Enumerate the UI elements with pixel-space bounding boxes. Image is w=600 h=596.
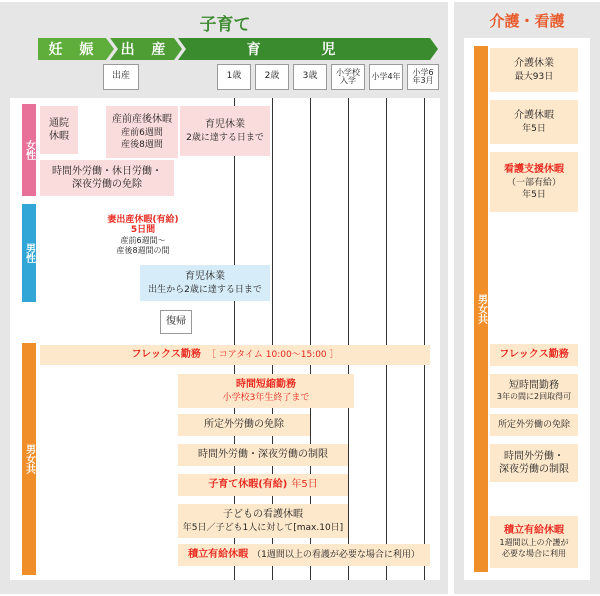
care-accum-title: 積立有給休暇 bbox=[504, 525, 564, 537]
line-elementary bbox=[348, 98, 349, 580]
short-time-title: 時間短縮勤務 bbox=[236, 379, 296, 391]
care-support-title: 看護支援休暇 bbox=[504, 164, 564, 176]
stage-childcare-label: 育 児 bbox=[246, 42, 364, 58]
care-title: 介護・看護 bbox=[489, 12, 565, 30]
male-childcare-sub: 出生から2歳に達する日まで bbox=[148, 284, 262, 295]
female-childcare-title: 育児休業 bbox=[205, 119, 245, 131]
clinic-leave-box bbox=[40, 106, 78, 154]
care-accum-box bbox=[490, 516, 578, 568]
flex-work-title: フレックス勤務 bbox=[131, 349, 201, 361]
flex-core-time: ［ コアタイム 10:00～15:00 ］ bbox=[206, 349, 339, 360]
care-short-title: 短時間勤務 bbox=[509, 379, 559, 391]
care-accum-sub1: 1週間以上の介護が bbox=[499, 537, 569, 547]
care-support-sub2: 年5日 bbox=[522, 189, 546, 200]
care-limit-box bbox=[490, 444, 578, 482]
accum-leave-sub: （1週間以上の看護が必要な場合に利用） bbox=[252, 549, 420, 560]
timeline-grade6-march: 小学6年3月 bbox=[407, 64, 439, 90]
child-leave-title: 子育て休暇(有給) bbox=[208, 479, 288, 491]
sick-child-leave-title: 子どもの看護休暇 bbox=[223, 509, 303, 521]
care-limit-line1: 時間外労働・ bbox=[504, 450, 564, 462]
female-exempt-box bbox=[40, 160, 174, 196]
care-short-sub: 3年の間に2回取得可 bbox=[496, 392, 572, 402]
timeline-grade4: 小学4年 bbox=[369, 64, 403, 90]
return-text: 復帰 bbox=[166, 316, 186, 328]
accum-leave-box bbox=[178, 544, 430, 566]
care-flex-text: フレックス勤務 bbox=[499, 349, 569, 361]
spouse-leave-days: 5日間 bbox=[130, 225, 156, 236]
care-overtime-exempt-text: 所定外労働の免除 bbox=[497, 419, 570, 430]
maternity-leave-title: 産前産後休暇 bbox=[112, 114, 172, 126]
timeline-age1: 1歳 bbox=[217, 64, 251, 90]
timeline-age3: 3歳 bbox=[293, 64, 327, 90]
overtime-limit-text: 時間外労働・深夜労働の制限 bbox=[198, 449, 328, 461]
return-box bbox=[160, 310, 192, 334]
care-accum-sub2: 必要な場合に利用 bbox=[502, 548, 566, 558]
flex-work-box bbox=[40, 345, 430, 365]
short-time-box bbox=[178, 374, 354, 408]
spouse-birth-leave-box bbox=[104, 206, 182, 264]
care-support-box bbox=[490, 152, 578, 212]
line-grade4 bbox=[386, 98, 387, 580]
female-childcare-leave-box bbox=[180, 106, 270, 156]
care-vacation-title: 介護休暇 bbox=[514, 110, 554, 122]
female-childcare-sub: 2歳に達する日まで bbox=[186, 132, 264, 143]
maternity-pre: 産前6週間 bbox=[121, 127, 163, 138]
accum-leave-title: 積立有給休暇 bbox=[188, 549, 249, 561]
male-childcare-title: 育児休業 bbox=[185, 271, 225, 283]
short-time-sub: 小学校3年生終了まで bbox=[222, 392, 310, 403]
care-vacation-box bbox=[490, 100, 578, 144]
overtime-exempt-box bbox=[178, 414, 310, 436]
maternity-leave-box bbox=[106, 106, 178, 158]
spouse-leave-title: 妻出産休暇(有給) bbox=[107, 214, 179, 225]
spouse-leave-note2: 産後8週間の間 bbox=[116, 245, 170, 255]
child-leave-box bbox=[178, 474, 348, 496]
care-short-box bbox=[490, 374, 578, 408]
female-exempt-line2: 深夜労働の免除 bbox=[72, 179, 142, 190]
both-label: 男女共 bbox=[22, 343, 36, 575]
timeline-birth: 出産 bbox=[103, 64, 139, 90]
childcare-title: 子育て bbox=[199, 15, 251, 35]
overtime-limit-box bbox=[178, 444, 348, 466]
care-leave-box bbox=[490, 48, 578, 92]
care-support-sub1: （一部有給） bbox=[506, 177, 561, 188]
care-flex-box bbox=[490, 344, 578, 366]
care-both-label: 男女共 bbox=[474, 46, 488, 572]
male-childcare-leave-box bbox=[140, 265, 270, 301]
stage-pregnancy-label: 妊 娠 bbox=[48, 42, 100, 58]
female-label: 女性 bbox=[22, 104, 36, 196]
timeline-age2: 2歳 bbox=[255, 64, 289, 90]
clinic-leave-text: 通院休暇 bbox=[49, 117, 69, 142]
care-leave-sub: 最大93日 bbox=[514, 71, 554, 82]
sick-child-leave-sub: 年5日／子ども1人に対して[max.10日] bbox=[182, 522, 344, 533]
child-leave-days: 年5日 bbox=[291, 479, 318, 491]
care-overtime-exempt-box bbox=[490, 414, 578, 436]
care-limit-line2: 深夜労働の制限 bbox=[499, 464, 569, 475]
overtime-exempt-text: 所定外労働の免除 bbox=[204, 419, 284, 431]
care-leave-title: 介護休業 bbox=[514, 58, 554, 70]
timeline-elementary-entry: 小学校入学 bbox=[331, 64, 365, 90]
maternity-post: 産後8週間 bbox=[121, 139, 163, 150]
stage-birth-label: 出 産 bbox=[120, 42, 172, 58]
male-label: 男性 bbox=[22, 204, 36, 302]
care-vacation-sub: 年5日 bbox=[522, 123, 546, 134]
spouse-leave-note1: 産前6週間～ bbox=[120, 236, 166, 246]
female-exempt-line1: 時間外労働・休日労働・ bbox=[52, 165, 162, 177]
sick-child-leave-box bbox=[178, 504, 348, 538]
line-grade6 bbox=[424, 98, 425, 580]
